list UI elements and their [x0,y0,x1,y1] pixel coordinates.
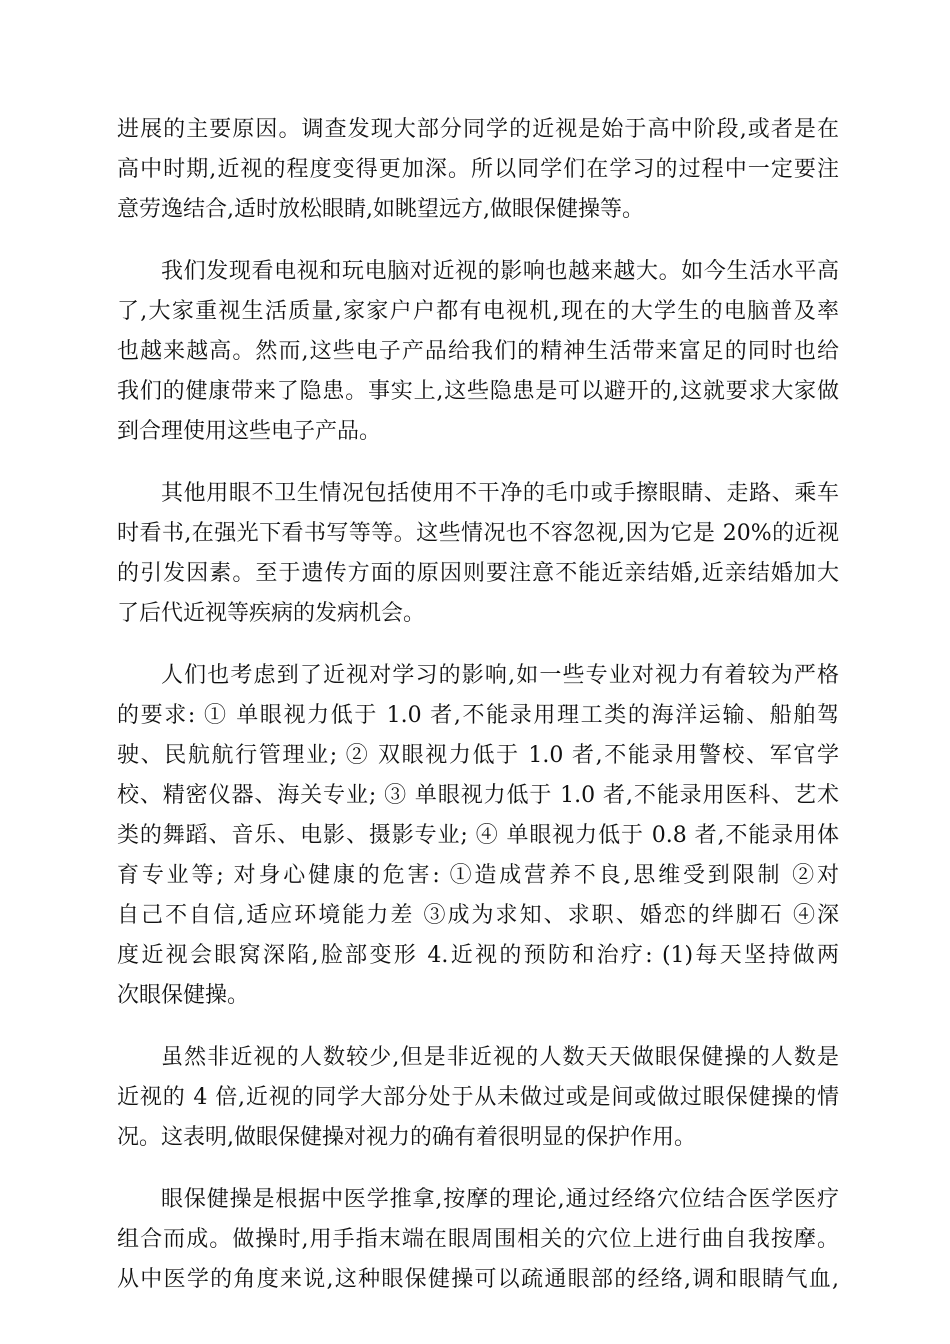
text-line: 类的舞蹈、音乐、电影、摄影专业; ④ 单眼视力低于 0.8 者,不能录用体 [117,823,839,848]
document-body [117,110,839,1322]
text-line: 育专业等; 对身心健康的危害: ①造成营养不良,思维受到限制 ②对 [117,863,839,888]
text-line: 虽然非近视的人数较少,但是非近视的人数天天做眼保健操的人数是 [161,1045,839,1070]
text-line: 了后代近视等疾病的发病机会。 [117,601,426,626]
text-line: 我们的健康带来了隐患。事实上,这些隐患是可以避开的,这就要求大家做 [117,379,839,404]
text-line: 校、精密仪器、海关专业; ③ 单眼视力低于 1.0 者,不能录用医科、艺术 [117,783,839,808]
text-line: 度近视会眼窝深陷,脸部变形 4.近视的预防和治疗: (1)每天坚持做两 [117,943,839,968]
text-line: 况。这表明,做眼保健操对视力的确有着很明显的保护作用。 [117,1125,696,1150]
text-line: 到合理使用这些电子产品。 [117,419,382,444]
text-line: 了,大家重视生活质量,家家户户都有电视机,现在的大学生的电脑普及率 [117,299,839,324]
text-line: 时看书,在强光下看书写等等。这些情况也不容忽视,因为它是 20%的近视 [117,521,839,546]
text-line: 的要求: ① 单眼视力低于 1.0 者,不能录用理工类的海洋运输、船舶驾 [117,703,839,728]
text-line: 次眼保健操。 [117,983,250,1008]
text-line: 也越来越高。然而,这些电子产品给我们的精神生活带来富足的同时也给 [117,339,839,364]
paragraph-3 [117,474,839,634]
paragraph-4 [117,656,839,1016]
paragraph-5 [117,1038,839,1158]
text-line: 驶、民航航行管理业; ② 双眼视力低于 1.0 者,不能录用警校、军官学 [117,743,839,768]
text-line: 进展的主要原因。调查发现大部分同学的近视是始于高中阶段,或者是在 [117,117,839,142]
text-line: 人们也考虑到了近视对学习的影响,如一些专业对视力有着较为严格 [161,663,839,688]
paragraph-6 [117,1180,839,1300]
text-line: 高中时期,近视的程度变得更加深。所以同学们在学习的过程中一定要注 [117,157,839,182]
text-line: 意劳逸结合,适时放松眼睛,如眺望远方,做眼保健操等。 [117,197,644,222]
text-line: 眼保健操是根据中医学推拿,按摩的理论,通过经络穴位结合医学医疗 [161,1187,839,1212]
text-line: 我们发现看电视和玩电脑对近视的影响也越来越大。如今生活水平高 [161,259,839,284]
paragraph-2 [117,252,839,452]
paragraph-1 [117,110,839,230]
text-line: 组合而成。做操时,用手指末端在眼周围相关的穴位上进行曲自我按摩。 [117,1227,839,1252]
text-line: 近视的 4 倍,近视的同学大部分处于从未做过或是间或做过眼保健操的情 [117,1085,839,1110]
text-line: 从中医学的角度来说,这种眼保健操可以疏通眼部的经络,调和眼睛气血, [117,1267,839,1292]
text-line: 其他用眼不卫生情况包括使用不干净的毛巾或手擦眼睛、走路、乘车 [161,481,839,506]
text-line: 自己不自信,适应环境能力差 ③成为求知、求职、婚恋的绊脚石 ④深 [117,903,839,928]
text-line: 的引发因素。至于遗传方面的原因则要注意不能近亲结婚,近亲结婚加大 [117,561,839,586]
